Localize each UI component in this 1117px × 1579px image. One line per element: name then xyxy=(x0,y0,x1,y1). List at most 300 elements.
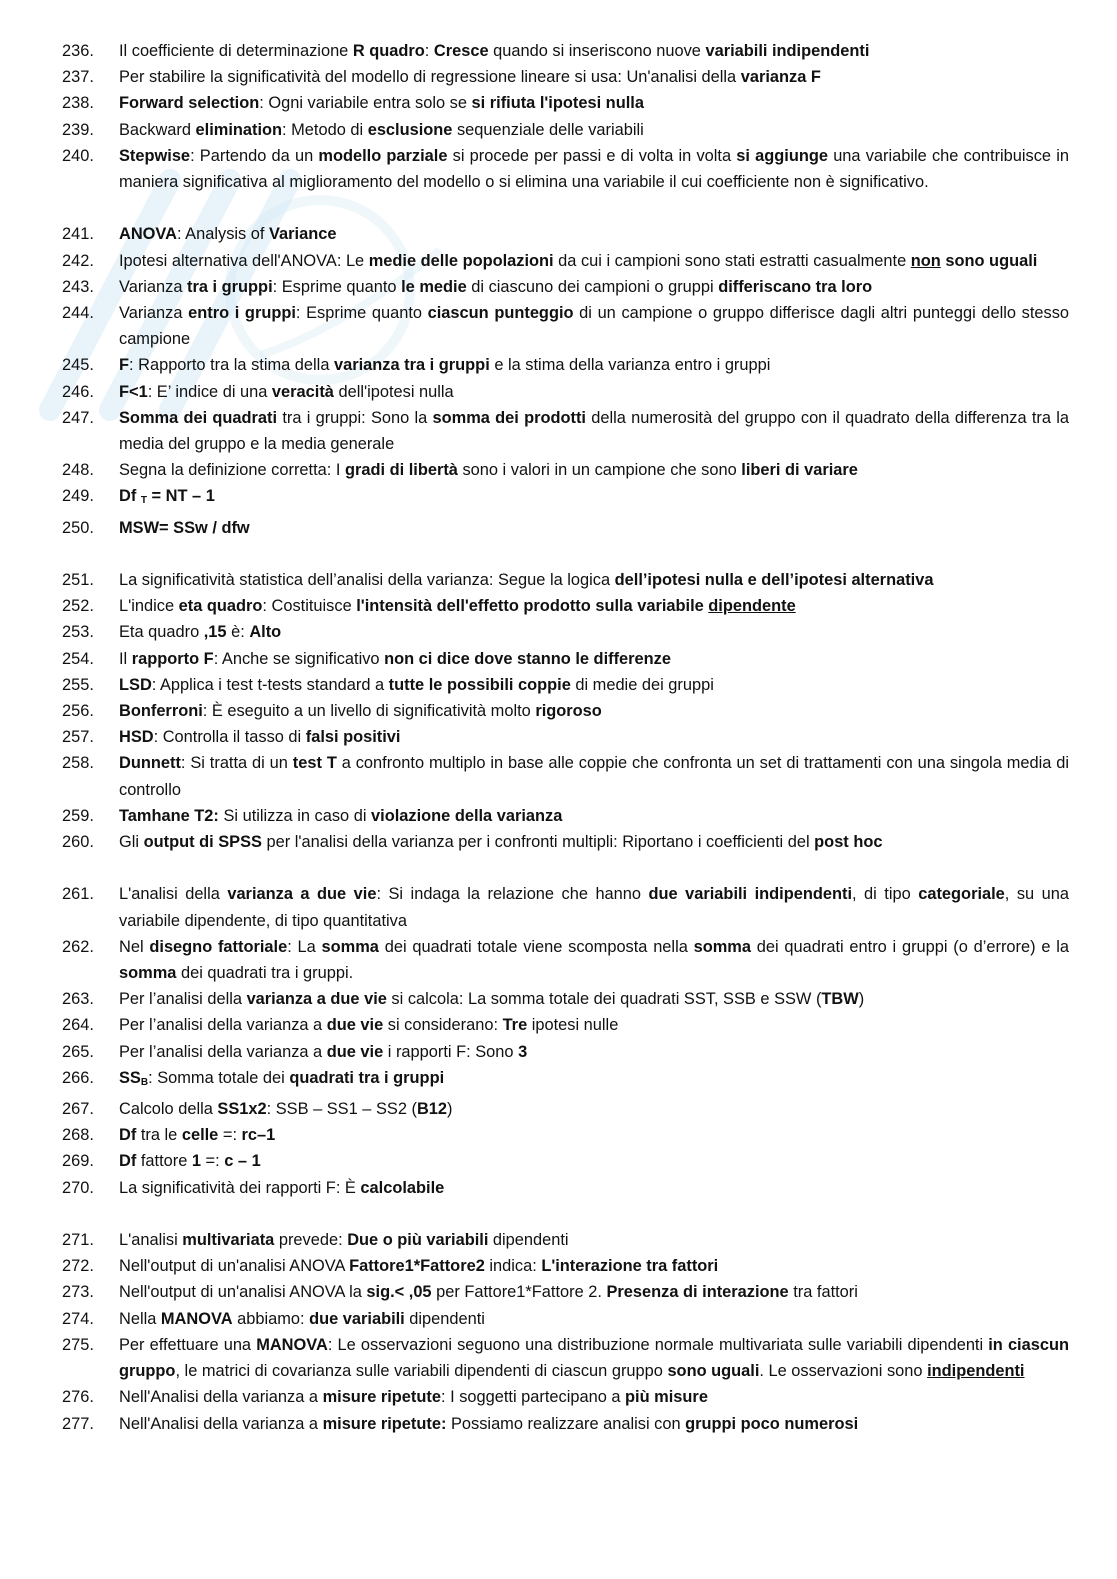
text-run: Ipotesi alternativa dell'ANOVA: Le xyxy=(119,251,369,270)
bold-text: varianza tra i gruppi xyxy=(334,356,490,375)
text-run: dell'ipotesi nulla xyxy=(333,382,454,401)
bold-text: non ci dice dove stanno le differenze xyxy=(384,649,671,668)
item-number: 241. xyxy=(62,225,94,244)
text-run: Per stabilire la significatività del modello di regressione lineare si usa: Un'analisi della xyxy=(119,68,741,87)
bold-text: categoriale xyxy=(918,885,1005,904)
text-run: , di tipo xyxy=(852,885,919,904)
bold-text: somma xyxy=(321,937,379,956)
item-text xyxy=(119,457,1069,483)
bold-text: esclusione xyxy=(367,120,453,139)
text-run: Gli xyxy=(119,833,144,852)
text-run: : Le osservazioni seguono una distribuzione normale multivariata sulle variabili dipendenti xyxy=(327,1335,989,1354)
bold-text: Forward selection xyxy=(119,94,260,113)
bold-text: L'interazione tra fattori xyxy=(541,1257,719,1276)
list-item xyxy=(62,1384,1069,1410)
text-run: dei quadrati tra i gruppi. xyxy=(176,964,354,983)
item-text xyxy=(119,221,1069,247)
item-text xyxy=(119,593,1069,619)
text-run: Si utilizza in caso di xyxy=(218,806,372,825)
text-run: =: xyxy=(218,1126,242,1145)
item-text xyxy=(119,1122,1069,1148)
item-number: 238. xyxy=(62,94,94,113)
text-run: : È eseguito a un livello di significatività molto xyxy=(202,702,536,721)
text-run: : Partendo da un xyxy=(190,146,319,165)
item-text xyxy=(119,1227,1069,1253)
bold-text: ANOVA xyxy=(119,225,177,244)
text-run: : SSB – SS1 – SS2 ( xyxy=(266,1100,417,1119)
item-text xyxy=(119,1411,1069,1437)
bold-text: due vie xyxy=(326,1016,384,1035)
text-run: Nell'output di un'analisi ANOVA xyxy=(119,1257,350,1276)
list-item xyxy=(62,698,1069,724)
text-run: indica: xyxy=(484,1257,542,1276)
bold-text: Tamhane T2: xyxy=(119,806,219,825)
item-text xyxy=(119,38,1069,64)
bold-text: HSD xyxy=(119,728,154,747)
bold-text: sig.< ,05 xyxy=(366,1283,432,1302)
text-run: dei quadrati totale viene scomposta nella xyxy=(378,937,694,956)
item-text xyxy=(119,986,1069,1012)
list-item xyxy=(62,221,1069,247)
text-run: Segna la definizione corretta: I xyxy=(119,461,345,480)
list-item xyxy=(62,881,1069,933)
item-text xyxy=(119,379,1069,405)
item-number: 268. xyxy=(62,1126,94,1145)
bold-text: LSD xyxy=(119,675,152,694)
list-item xyxy=(62,483,1069,514)
text-run: si calcola: La somma totale dei quadrati SST, SSB e SSW ( xyxy=(386,990,822,1009)
bold-text: multivariata xyxy=(182,1231,275,1250)
text-run: sequenziale delle variabili xyxy=(452,120,644,139)
text-run: Calcolo della xyxy=(119,1100,218,1119)
text-run: Per l’analisi della varianza a xyxy=(119,1042,327,1061)
item-text xyxy=(119,829,1069,855)
item-text xyxy=(119,803,1069,829)
text-run: : Controlla il tasso di xyxy=(153,728,306,747)
bold-text: somma xyxy=(119,964,177,983)
bold-text: gruppi poco numerosi xyxy=(685,1414,859,1433)
text-run: e la stima della varianza entro i gruppi xyxy=(489,356,771,375)
item-number: 257. xyxy=(62,728,94,747)
item-number: 266. xyxy=(62,1068,94,1087)
text-run: della numerosità del gruppo con il quadrato della differenza tra la media del gruppo e la media generale xyxy=(119,408,1069,454)
list-item xyxy=(62,248,1069,274)
bold-text: elimination xyxy=(195,120,283,139)
item-number: 265. xyxy=(62,1042,94,1061)
list-item xyxy=(62,64,1069,90)
item-number: 263. xyxy=(62,990,94,1009)
bold-text: due vie xyxy=(326,1042,384,1061)
item-text xyxy=(119,405,1069,457)
item-number: 247. xyxy=(62,408,94,427)
text-run: : Ogni variabile entra solo se xyxy=(259,94,472,113)
bold-text: violazione della varianza xyxy=(371,806,563,825)
bold-text: Stepwise xyxy=(119,146,191,165)
item-number: 274. xyxy=(62,1309,94,1328)
item-number: 262. xyxy=(62,937,94,956)
text-run: Nell'Analisi della varianza a xyxy=(119,1414,323,1433)
item-number: 253. xyxy=(62,623,94,642)
list-item xyxy=(62,986,1069,1012)
text-run: : Costituisce xyxy=(262,597,357,616)
bold-text: gradi di libertà xyxy=(344,461,458,480)
text-run: : Si tratta di un xyxy=(180,754,293,773)
item-text xyxy=(119,698,1069,724)
bold-text: medie delle popolazioni xyxy=(368,251,554,270)
item-text xyxy=(119,750,1069,802)
bold-text: MANOVA xyxy=(256,1335,328,1354)
list-item xyxy=(62,646,1069,672)
bold-text: Alto xyxy=(249,623,282,642)
item-number: 256. xyxy=(62,702,94,721)
bold-text: test T xyxy=(292,754,337,773)
item-number: 239. xyxy=(62,120,94,139)
text-run: . Le osservazioni sono xyxy=(759,1362,928,1381)
bold-text: SS xyxy=(119,1068,141,1087)
text-run: Nell'Analisi della varianza a xyxy=(119,1388,323,1407)
bold-text: calcolabile xyxy=(360,1178,445,1197)
text-run: : Esprime quanto xyxy=(295,304,428,323)
bold-text: Tre xyxy=(502,1016,528,1035)
bold-text: R quadro xyxy=(352,42,425,60)
item-text xyxy=(119,567,1069,593)
item-number: 254. xyxy=(62,649,94,668)
item-number: 260. xyxy=(62,833,94,852)
list-item xyxy=(62,934,1069,986)
item-number: 273. xyxy=(62,1283,94,1302)
text-run: Il coefficiente di determinazione xyxy=(119,42,353,60)
list-item xyxy=(62,379,1069,405)
item-number: 248. xyxy=(62,461,94,480)
item-text xyxy=(119,881,1069,933)
item-text xyxy=(119,1012,1069,1038)
text-run: dipendenti xyxy=(488,1231,569,1250)
list-item xyxy=(62,1012,1069,1038)
text-run: fattore xyxy=(136,1152,192,1171)
bold-text: B12 xyxy=(416,1100,448,1119)
bold-text: rc–1 xyxy=(241,1126,276,1145)
list-item xyxy=(62,457,1069,483)
item-text xyxy=(119,1175,1069,1201)
bold-text: misure ripetute xyxy=(322,1388,441,1407)
list-item xyxy=(62,1039,1069,1065)
bold-text: indipendenti xyxy=(927,1362,1025,1381)
text-run: abbiamo: xyxy=(232,1309,310,1328)
bold-text: le medie xyxy=(401,277,467,296)
text-run: tra fattori xyxy=(788,1283,858,1302)
bold-text: = NT – 1 xyxy=(146,487,215,506)
text-run: Nell'output di un'analisi ANOVA la xyxy=(119,1283,367,1302)
bold-text: falsi positivi xyxy=(305,728,401,747)
bold-text: due variabili xyxy=(309,1309,405,1328)
text-run: ) xyxy=(858,990,865,1009)
item-text xyxy=(119,672,1069,698)
list-item xyxy=(62,515,1069,541)
text-run: prevede: xyxy=(274,1231,348,1250)
bold-text: l'intensità dell'effetto prodotto sulla variabile xyxy=(356,597,709,616)
bold-text: liberi di variare xyxy=(741,461,858,480)
text-run: i rapporti F: Sono xyxy=(383,1042,519,1061)
text-run: : I soggetti partecipano a xyxy=(440,1388,626,1407)
list-item xyxy=(62,405,1069,457)
bold-text: F xyxy=(119,356,130,375)
text-run: si considerano: xyxy=(383,1016,503,1035)
bold-text: Df xyxy=(119,487,141,506)
text-run: =: xyxy=(201,1152,225,1171)
item-text xyxy=(119,619,1069,645)
bold-text: varianza F xyxy=(740,68,821,87)
list-item xyxy=(62,300,1069,352)
bold-text: variabili indipendenti xyxy=(705,42,870,60)
item-number: 270. xyxy=(62,1178,94,1197)
bold-text: più misure xyxy=(625,1388,708,1407)
text-run: tra le xyxy=(136,1126,182,1145)
list-item xyxy=(62,1411,1069,1437)
item-number: 240. xyxy=(62,146,94,165)
item-number: 275. xyxy=(62,1335,94,1354)
bold-text: Presenza di interazione xyxy=(606,1283,789,1302)
bold-text: tra i gruppi xyxy=(187,277,273,296)
item-text xyxy=(119,248,1069,274)
item-number: 255. xyxy=(62,675,94,694)
item-number: 259. xyxy=(62,806,94,825)
item-text xyxy=(119,1253,1069,1279)
bold-text: eta quadro xyxy=(178,597,263,616)
list-item xyxy=(62,829,1069,855)
list-item xyxy=(62,1306,1069,1332)
bold-text: misure ripetute: xyxy=(322,1414,447,1433)
bold-text: in ciascun gruppo xyxy=(119,1335,1069,1381)
bold-text: quadrati tra i gruppi xyxy=(289,1068,445,1087)
text-run: Possiamo realizzare analisi con xyxy=(446,1414,686,1433)
bold-text: Cresce xyxy=(433,42,489,60)
text-run: ipotesi nulle xyxy=(527,1016,619,1035)
item-text xyxy=(119,1148,1069,1174)
item-text xyxy=(119,90,1069,116)
bold-text: tutte le possibili coppie xyxy=(388,675,571,694)
list-item xyxy=(62,1175,1069,1201)
list-item xyxy=(62,567,1069,593)
list-item xyxy=(62,803,1069,829)
list-item xyxy=(62,1096,1069,1122)
text-run: sono i valori in un campione che sono xyxy=(457,461,742,480)
text-run: Nella xyxy=(119,1309,161,1328)
bold-text: si aggiunge xyxy=(736,146,828,165)
item-text xyxy=(119,1384,1069,1410)
item-text xyxy=(119,1039,1069,1065)
item-text xyxy=(119,934,1069,986)
item-text xyxy=(119,64,1069,90)
text-run: : Rapporto tra la stima della xyxy=(129,356,334,375)
list-item xyxy=(62,619,1069,645)
text-run: ) xyxy=(447,1100,453,1119)
text-run: dipendenti xyxy=(404,1309,485,1328)
list-item xyxy=(62,38,1069,64)
item-text xyxy=(119,646,1069,672)
bold-text: varianza a due vie xyxy=(246,990,387,1009)
text-run: : Esprime quanto xyxy=(272,277,402,296)
item-number: 245. xyxy=(62,356,94,375)
text-run: : xyxy=(424,42,434,60)
text-run: L'analisi xyxy=(119,1231,183,1250)
text-run: , le matrici di covarianza sulle variabili dipendenti di ciascun gruppo xyxy=(175,1362,668,1381)
bold-text: MSW= SSw / dfw xyxy=(119,518,250,537)
bold-text: rapporto F xyxy=(131,649,214,668)
bold-text: entro i gruppi xyxy=(188,304,296,323)
item-number: 269. xyxy=(62,1152,94,1171)
text-run: L'analisi della xyxy=(119,885,228,904)
text-run: si procede per passi e di volta in volta xyxy=(447,146,737,165)
bold-text: c – 1 xyxy=(224,1152,261,1171)
item-number: 251. xyxy=(62,571,94,590)
bold-text: Variance xyxy=(269,225,337,244)
item-text xyxy=(119,515,1069,541)
list-item xyxy=(62,593,1069,619)
bold-text: F<1 xyxy=(119,382,148,401)
text-run: , su una variabile dipendente, di tipo quantitativa xyxy=(119,885,1069,930)
text-run: La significatività statistica dell’analisi della varianza: Segue la logica xyxy=(119,571,615,590)
text-run: Per l’analisi della xyxy=(119,990,247,1009)
subscript: B xyxy=(140,1076,149,1088)
text-run: Nel xyxy=(119,937,150,956)
item-text xyxy=(119,1332,1069,1384)
item-text xyxy=(119,1096,1069,1122)
bold-text: Somma dei quadrati xyxy=(119,408,278,427)
subscript: T xyxy=(140,495,147,507)
item-number: 267. xyxy=(62,1100,94,1119)
item-text xyxy=(119,274,1069,300)
text-run: Backward xyxy=(119,120,196,139)
item-number: 243. xyxy=(62,277,94,296)
list-item xyxy=(62,1065,1069,1096)
text-run: : Si indaga la relazione che hanno xyxy=(376,885,649,904)
bold-text: somma dei prodotti xyxy=(432,408,586,427)
item-text xyxy=(119,300,1069,352)
list-item xyxy=(62,90,1069,116)
text-run: L'indice xyxy=(119,597,179,616)
text-run: è: xyxy=(226,623,250,642)
bold-text: veracità xyxy=(271,382,334,401)
item-text xyxy=(119,143,1069,195)
bold-text: dell’ipotesi nulla e dell’ipotesi alternativa xyxy=(614,571,934,590)
text-run: per Fattore1*Fattore 2. xyxy=(431,1283,607,1302)
text-run: di un campione o gruppo differisce dagli altri punteggi dello stesso campione xyxy=(119,304,1070,349)
item-number: 242. xyxy=(62,251,94,270)
bold-text: output di SPSS xyxy=(143,833,262,852)
text-run: : La xyxy=(287,937,322,956)
item-number: 271. xyxy=(62,1231,94,1250)
text-run: Per l’analisi della varianza a xyxy=(119,1016,327,1035)
bold-text: differiscano tra loro xyxy=(718,277,873,296)
bold-text: 3 xyxy=(518,1042,528,1061)
bold-text: disegno fattoriale xyxy=(149,937,288,956)
text-run: : Analysis of xyxy=(176,225,269,244)
text-run: La significatività dei rapporti F: È xyxy=(119,1178,361,1197)
list-item xyxy=(62,1279,1069,1305)
list-item xyxy=(62,750,1069,802)
item-text xyxy=(119,352,1069,378)
text-run: per l'analisi della varianza per i confronti multipli: Riportano i coefficienti del xyxy=(261,833,815,852)
list-item xyxy=(62,1148,1069,1174)
bold-text: TBW xyxy=(821,990,859,1009)
text-run: Varianza xyxy=(119,277,188,296)
bold-text: Bonferroni xyxy=(119,702,203,721)
bold-text: somma xyxy=(693,937,752,956)
item-number: 276. xyxy=(62,1388,94,1407)
list-item xyxy=(62,1122,1069,1148)
bold-text: Fattore1*Fattore2 xyxy=(349,1257,485,1276)
text-run: : Anche se significativo xyxy=(213,649,385,668)
item-text xyxy=(119,117,1069,143)
item-number: 258. xyxy=(62,754,94,773)
text-run: Per effettuare una xyxy=(119,1335,257,1354)
item-number: 250. xyxy=(62,518,94,537)
bold-text: ,15 xyxy=(203,623,227,642)
bold-text: Df xyxy=(119,1152,137,1171)
bold-text: varianza a due vie xyxy=(227,885,377,904)
bold-text: Df xyxy=(119,1126,137,1145)
list-item xyxy=(62,143,1069,195)
list-item xyxy=(62,117,1069,143)
text-run: tra i gruppi: Sono la xyxy=(277,408,433,427)
bold-text: modello parziale xyxy=(318,146,448,165)
item-text xyxy=(119,1279,1069,1305)
item-text xyxy=(119,724,1069,750)
bold-text: SS1x2 xyxy=(217,1100,267,1119)
question-list xyxy=(62,38,1069,1437)
bold-text: celle xyxy=(181,1126,219,1145)
item-number: 249. xyxy=(62,487,94,506)
bold-text: Dunnett xyxy=(119,754,181,773)
item-number: 272. xyxy=(62,1257,94,1276)
text-run: di ciascuno dei campioni o gruppi xyxy=(466,277,719,296)
bold-text: rigoroso xyxy=(535,702,602,721)
text-run: a confronto multiplo in base alle coppie che confronta un set di trattamenti con una singola media di controllo xyxy=(119,754,1069,799)
text-run: Il xyxy=(119,649,132,668)
bold-text: non xyxy=(910,251,941,270)
list-item xyxy=(62,724,1069,750)
text-run: quando si inseriscono nuove xyxy=(488,42,706,60)
bold-text: si rifiuta l'ipotesi nulla xyxy=(471,94,644,113)
list-item xyxy=(62,274,1069,300)
text-run: : E’ indice di una xyxy=(147,382,272,401)
bold-text: MANOVA xyxy=(160,1309,233,1328)
text-run: Eta quadro xyxy=(119,623,204,642)
item-number: 277. xyxy=(62,1414,94,1433)
item-text xyxy=(119,1306,1069,1332)
item-number: 237. xyxy=(62,68,94,87)
item-number: 244. xyxy=(62,304,94,323)
list-item xyxy=(62,352,1069,378)
list-item xyxy=(62,1253,1069,1279)
bold-text: post hoc xyxy=(814,833,883,852)
bold-text: 1 xyxy=(191,1152,201,1171)
item-text xyxy=(119,1065,1069,1096)
text-run: di medie dei gruppi xyxy=(570,675,714,694)
bold-text: due variabili indipendenti xyxy=(648,885,853,904)
list-item xyxy=(62,1227,1069,1253)
text-run: Varianza xyxy=(119,304,189,323)
bold-text: sono uguali xyxy=(667,1362,760,1381)
item-number: 264. xyxy=(62,1016,94,1035)
bold-text: Due o più variabili xyxy=(347,1231,489,1250)
list-item xyxy=(62,672,1069,698)
text-run: dei quadrati entro i gruppi (o d’errore) e la xyxy=(751,937,1069,956)
text-run: : Applica i test t-tests standard a xyxy=(151,675,389,694)
list-item xyxy=(62,1332,1069,1384)
item-text xyxy=(119,483,1069,514)
item-number: 252. xyxy=(62,597,94,616)
